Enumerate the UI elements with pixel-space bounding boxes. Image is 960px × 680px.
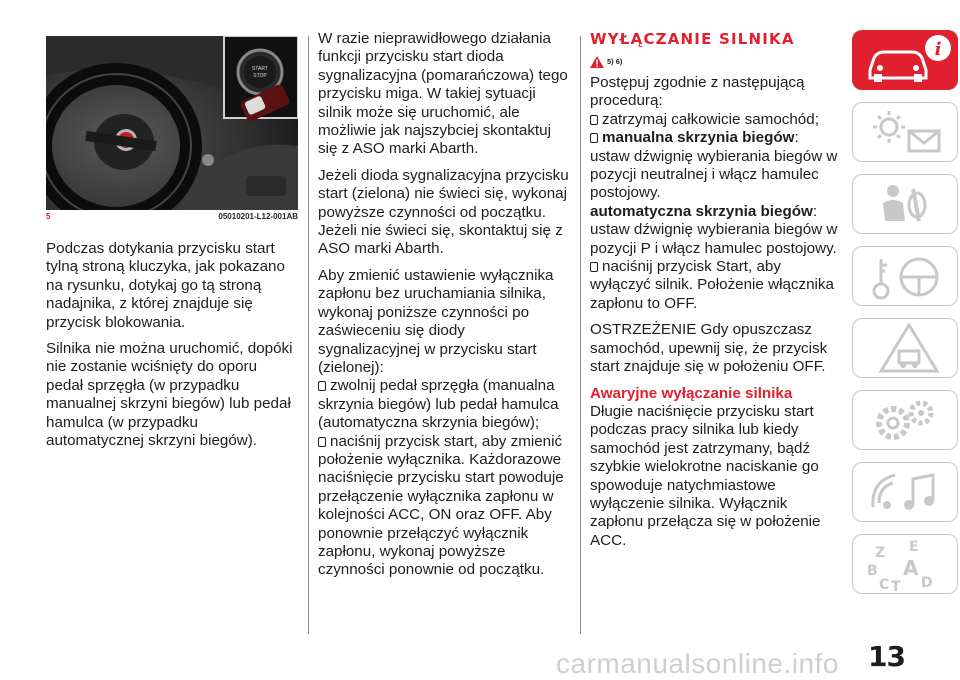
list-item-text: ustaw dźwignię wybierania biegów w pozycji P i włącz hamulec postojowy.	[590, 221, 838, 257]
bullet-icon	[318, 381, 326, 391]
tab-index[interactable]	[852, 534, 958, 594]
warning-lights-icon	[853, 103, 959, 163]
index-letter: B	[867, 563, 878, 579]
paragraph: Długie naciśnięcie przycisku start podczas pracy silnika lub kiedy samochód jest zatrzymany, bądź szybkie wielokrotne naciskanie go spowoduje natychmiastowe wyłączenie silnika. Wyłącznik zapłonu przełącza się w położenie ACC.	[590, 402, 821, 549]
list-item-text: naciśnij przycisk Start, aby wyłączyć silnik. Położenie włącznika zapłonu to OFF.	[590, 258, 834, 312]
index-letters-icon	[853, 535, 959, 595]
paragraph: Aby zmienić ustawienie wyłącznika zapłonu bez uruchamiania silnika, wykonaj poniższe czynności po zaświeceniu się diody sygnalizacyjnej w przycisku start (zielonej):	[318, 266, 554, 376]
index-letter: C	[879, 577, 890, 593]
paragraph: Podczas dotykania przycisku start tylną stroną kluczyka, jak pokazano na rysunku, dotykaj go tą stroną nadajnika, z której znajduje się przycisk blokowania.	[46, 240, 285, 331]
figure-caption	[46, 212, 298, 226]
warning-reference	[590, 52, 842, 72]
paragraph: Postępuj zgodnie z następującą procedurą:	[590, 74, 805, 110]
list-item-text: zwolnij pedał sprzęgła (manualna skrzynia biegów) lub pedał hamulca (automatyczna skrzynia biegów);	[318, 377, 559, 432]
warning-paragraph: OSTRZEŻENIE Gdy opuszczasz samochód, upewnij się, że przycisk start znajduje się w położeniu OFF.	[590, 321, 828, 376]
list-item-bold: manualna skrzynia biegów	[602, 129, 795, 147]
paragraph: W razie nieprawidłowego działania funkcji przycisku start dioda sygnalizacyjna (pomarańczowa) tego przycisku miga. W takiej sytuacji silnik może się uruchomić, ale możliwie jak najszybciej skontaktuj się z ASO marki Abarth.	[318, 30, 568, 158]
list-item-text: :	[812, 202, 818, 220]
list-item-bold: automatyczna skrzynia biegów	[590, 202, 813, 220]
maintenance-gears-icon	[853, 391, 959, 451]
key-steering-icon	[853, 247, 959, 307]
svg-text:START: START	[252, 66, 268, 72]
section-title: WYŁĄCZANIE SILNIKA	[590, 30, 795, 48]
tab-maintenance[interactable]	[852, 390, 958, 450]
list-item	[590, 203, 842, 258]
list-item-text: zatrzymaj całkowicie samochód;	[602, 110, 819, 128]
paragraph: Silnika nie można uruchomić, dopóki nie zostanie wciśnięty do oporu pedał sprzęgła (w przypadku manualnej skrzyni biegów) lub pedał hamulca (w przypadku automatycznej skrzyni biegów).	[46, 340, 293, 450]
tab-safety[interactable]	[852, 174, 958, 234]
figure-photo	[46, 36, 298, 210]
bullet-icon	[590, 262, 598, 272]
multimedia-icon	[853, 463, 959, 523]
index-letter: D	[921, 575, 933, 591]
svg-text:i: i	[934, 39, 942, 60]
figure-code: 05010201-L12-001AB	[218, 212, 298, 221]
subsection-title: Awaryjne wyłączanie silnika	[590, 384, 793, 402]
dashboard-illustration	[46, 36, 298, 210]
bullet-icon	[590, 115, 598, 125]
page-number: 13	[868, 640, 905, 673]
list-item-text: naciśnij przycisk start, aby zmienić położenie wyłącznika. Każdorazowe naciśnięcie przycisku start powoduje przełączenie wyłącznika zapłonu w kolejności ACC, ON oraz OFF. Aby ponownie przełączyć wyłącznik zapłonu, wykonaj powyższe czynności ponownie od początku.	[318, 432, 564, 579]
list-item	[318, 377, 570, 432]
column-divider-1	[308, 36, 309, 634]
bullet-icon	[590, 133, 598, 143]
warning-triangle-icon	[590, 56, 604, 68]
list-item	[590, 129, 842, 203]
paragraph: Jeżeli dioda sygnalizacyjna przycisku start (zielona) nie świeci się, wykonaj powyższe czynności od początku. Jeżeli nie świeci się, skontaktuj się z ASO marki Abarth.	[318, 166, 569, 258]
column-3	[590, 30, 842, 558]
bullet-icon	[318, 437, 326, 447]
column-2	[318, 30, 570, 580]
tab-multimedia[interactable]	[852, 462, 958, 522]
index-letter: E	[909, 539, 919, 555]
index-letter: T	[891, 579, 901, 595]
car-info-icon	[852, 30, 958, 90]
chapter-sidebar	[852, 0, 960, 678]
tab-starting-driving[interactable]	[852, 246, 958, 306]
breakdown-icon	[853, 319, 959, 379]
warning-refs: 5) 6)	[607, 56, 623, 66]
safety-airbag-icon	[853, 175, 959, 235]
index-letter: A	[903, 556, 919, 580]
list-item-text: : ustaw dźwignię wybierania biegów w pozycji neutralnej i włącz hamulec postojowy.	[590, 129, 838, 202]
tab-car-info[interactable]	[852, 30, 958, 90]
index-letter: Z	[875, 545, 886, 561]
column-divider-2	[580, 36, 581, 634]
tab-warning-lights[interactable]	[852, 102, 958, 162]
tab-emergency[interactable]	[852, 318, 958, 378]
list-item	[318, 433, 570, 580]
figure-number: 5	[46, 212, 51, 221]
list-item	[590, 258, 842, 313]
list-item	[590, 111, 842, 129]
svg-text:STOP: STOP	[253, 73, 267, 79]
watermark: carmanualsonline.info	[556, 648, 839, 679]
